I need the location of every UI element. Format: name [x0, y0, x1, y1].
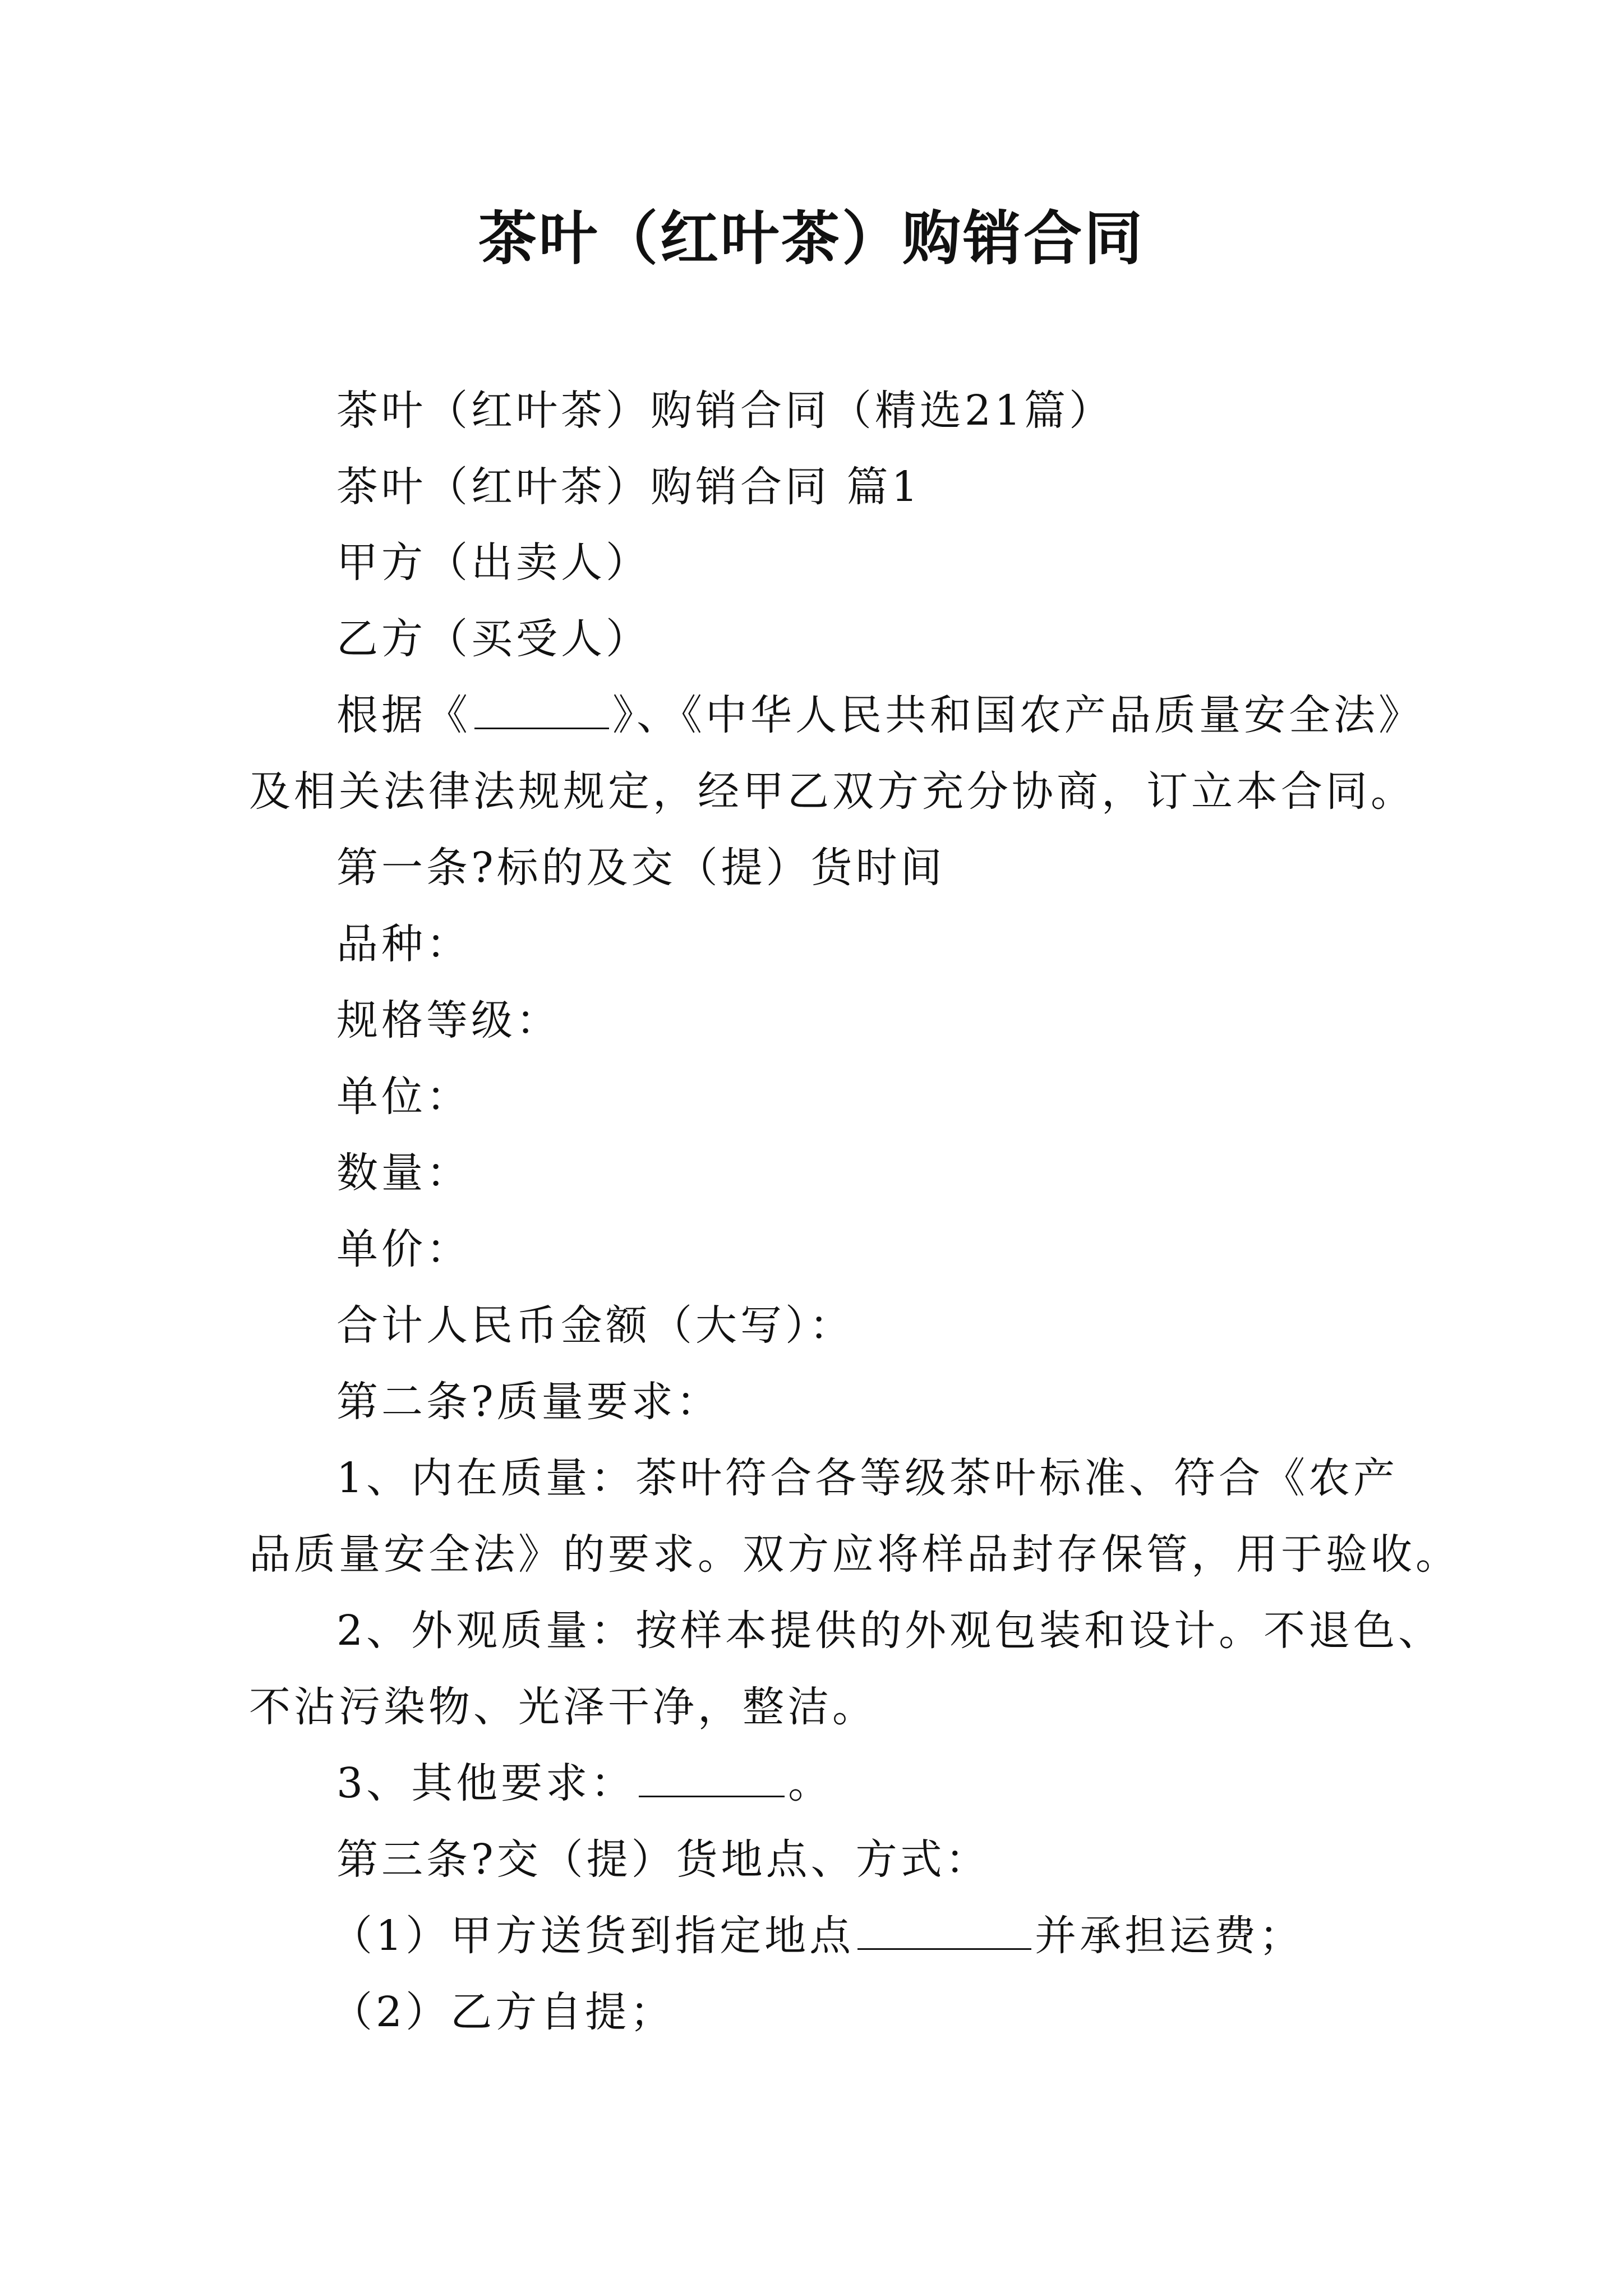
- document-title: 茶叶（红叶茶）购销合同: [478, 204, 1145, 273]
- paragraph-basis-line2: 及相关法律法规规定，经甲乙双方充分协商，订立本合同。: [249, 767, 1415, 816]
- basis-prefix: 根据《: [336, 691, 471, 739]
- field-unit: 单位：: [336, 1073, 471, 1121]
- blank-underline: [639, 1761, 785, 1797]
- paragraph-chapter-heading: 茶叶（红叶茶）购销合同 篇1: [336, 463, 921, 511]
- article-2-heading: 第二条?质量要求：: [336, 1378, 721, 1426]
- field-grade: 规格等级：: [336, 996, 561, 1045]
- quality-other-end: 。: [788, 1759, 833, 1807]
- delivery-option-2: （2）乙方自提；: [331, 1988, 675, 2036]
- field-quantity: 数量：: [336, 1149, 471, 1197]
- paragraph-party-a: 甲方（出卖人）: [336, 539, 651, 587]
- quality-appearance-line1: 2、外观质量：按样本提供的外观包装和设计。不退色、: [336, 1607, 1444, 1655]
- paragraph-party-b: 乙方（买受人）: [336, 615, 651, 663]
- quality-other-label: 3、其他要求：: [336, 1759, 636, 1807]
- field-variety: 品种：: [336, 920, 471, 968]
- quality-appearance-line2: 不沾污染物、光泽干净，整洁。: [249, 1683, 877, 1731]
- delivery-option-1-prefix: （1）甲方送货到指定地点: [331, 1912, 855, 1960]
- blank-underline: [474, 693, 609, 729]
- basis-suffix: 》、《中华人民共和国农产品质量安全法》: [612, 691, 1423, 739]
- article-1-heading: 第一条?标的及交（提）货时间: [336, 844, 946, 892]
- quality-other: [336, 1755, 833, 1811]
- article-3-heading: 第三条?交（提）货地点、方式：: [336, 1835, 990, 1884]
- field-unit-price: 单价：: [336, 1225, 471, 1273]
- delivery-option-1: [331, 1908, 1304, 1964]
- blank-underline: [857, 1913, 1031, 1950]
- quality-internal-line2: 品质量安全法》的要求。双方应将样品封存保管，用于验收。: [249, 1530, 1460, 1579]
- paragraph-basis-line1: [336, 687, 1423, 743]
- delivery-option-1-suffix: 并承担运费；: [1035, 1912, 1304, 1960]
- quality-internal-line1: 1、内在质量：茶叶符合各等级茶叶标准、符合《农产: [336, 1454, 1399, 1502]
- field-total-amount: 合计人民币金额（大写）：: [336, 1301, 854, 1350]
- paragraph-subtitle: 茶叶（红叶茶）购销合同（精选21篇）: [336, 386, 1114, 435]
